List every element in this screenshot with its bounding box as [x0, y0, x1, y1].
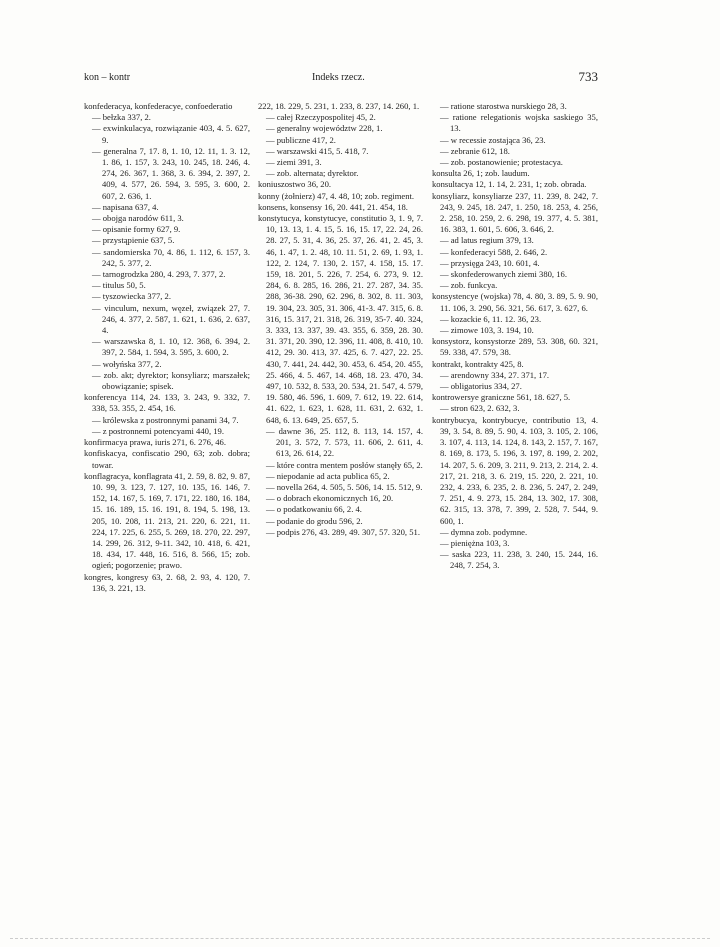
index-subentry: — opisanie formy 627, 9. — [92, 224, 181, 235]
index-subentry: — które contra mentem posłów stanęły 65, 2. — [266, 459, 423, 470]
index-subentry: — zob. akt; dyrektor; konsyliarz; marszałek; obowiązanie; spisek. — [92, 369, 250, 392]
index-subentry: — dawne 36, 25. 112, 8. 113, 14. 157, 4. 201, 3. 572, 7. 573, 11. 606, 2. 611, 4. 613, 26. 614, 22. — [266, 425, 423, 459]
index-subentry: — konfederacyi 588, 2. 646, 2. — [440, 246, 548, 257]
index-entry: konny (żołnierz) 47, 4. 48, 10; zob. regiment. — [258, 190, 415, 201]
index-entry: konsystencye (wojska) 78, 4. 80, 3. 89, 5. 9. 90, 11. 106, 3. 290, 56. 321, 56. 617, 3. 627, 6. — [432, 291, 598, 313]
index-entry: konferencya 114, 24. 133, 3. 243, 9. 332, 7. 338, 53. 355, 2. 454, 16. — [84, 392, 250, 414]
index-subentry: — bełzka 337, 2. — [92, 112, 151, 123]
index-entry: konsulta 26, 1; zob. laudum. — [432, 168, 530, 179]
index-column-1 — [84, 101, 250, 594]
index-subentry: — o podatkowaniu 66, 2. 4. — [266, 504, 362, 515]
index-column-2 — [258, 101, 423, 538]
index-subentry: — ziemi 391, 3. — [266, 157, 322, 168]
index-subentry: — sandomierska 70, 4. 86, 1. 112, 6. 157, 3. 242, 5. 377, 2. — [92, 246, 250, 268]
scan-edge-divider — [10, 938, 710, 939]
index-subentry: — pieniężna 103, 3. — [440, 537, 510, 548]
index-subentry: — podanie do grodu 596, 2. — [266, 515, 363, 526]
page-number: 733 — [578, 69, 598, 84]
index-entry: kontrakt, kontrakty 425, 8. — [432, 358, 524, 369]
index-subentry: — całej Rzeczypospolitej 45, 2. — [266, 112, 376, 123]
index-subentry: — z postronnemi potencyami 440, 19. — [92, 425, 224, 436]
index-subentry: — ratione starostwa nurskiego 28, 3. — [440, 101, 567, 111]
index-subentry: — zob. alternata; dyrektor. — [266, 168, 359, 179]
index-subentry: — stron 623, 2. 632, 3. — [440, 403, 520, 414]
index-entry: konsens, konsensy 16, 20. 441, 21. 454, 18. — [258, 201, 408, 212]
index-subentry: — w recessie zostająca 36, 23. — [440, 134, 546, 145]
index-subentry: — publiczne 417, 2. — [266, 134, 336, 145]
index-entry: konflagracya, konflagrata 41, 2. 59, 8. 82, 9. 87, 10. 99, 3. 123, 7. 127, 10. 135, 16. 146, 7. 152, 14. 167, 5. 169, 7. 171, 22. 180, 16. 184, 15. 16. 189, 15. 16. 191, 8. 194, 5. 198, 13. 205, 10. 208, 11. 213, 21. 220, 6. 221, 11. 224, 17. 225, 6. 255, 5. 269, 18. 270, 22. 297, 14. 299, 26. 312, 9-11. 342, 10. 418, 6. 421, 18. 434, 17. 448, 16. 516, 8. 566, 15; zob. ogień; pogorzenie; prawo. — [84, 470, 250, 571]
index-subentry: — podpis 276, 43. 289, 49. 307, 57. 320, 51. — [266, 526, 420, 537]
index-entry: konsystorz, konsystorze 289, 53. 308, 60. 321, 59. 338, 47. 579, 38. — [432, 336, 598, 358]
index-entry: konsyliarz, konsyliarze 237, 11. 239, 8. 242, 7. 243, 9. 245, 18. 247, 1. 250, 18. 253, 4. 256, 2. 258, 10. 259, 2. 6. 298, 19. 377, 4. 5. 381, 16. 383, 1. 601, 5. 606, 3. 646, 2. — [432, 190, 598, 235]
index-subentry: — przystąpienie 637, 5. — [92, 235, 175, 246]
index-subentry: — zimowe 103, 3. 194, 10. — [440, 325, 534, 336]
index-subentry: — tyszowiecka 377, 2. — [92, 291, 171, 302]
index-subentry: — zob. funkcya. — [440, 280, 498, 291]
index-entry: konfiskacya, confiscatio 290, 63; zob. dobra; towar. — [84, 448, 250, 470]
index-column-3 — [432, 101, 598, 572]
header-title: Indeks rzecz. — [312, 72, 365, 83]
index-subentry: — zebranie 612, 18. — [440, 145, 510, 156]
index-subentry: — wołyńska 377, 2. — [92, 358, 162, 369]
index-subentry: — kozackie 6, 11. 12. 36, 23. — [440, 313, 542, 324]
index-entry: 222, 18. 229, 5. 231, 1. 233, 8. 237, 14. 260, 1. — [258, 101, 420, 111]
index-entry: koniuszostwo 36, 20. — [258, 179, 332, 190]
index-entry: konstytucya, konstytucye, constitutio 3, 1. 9, 7. 10, 13. 13, 1. 4. 15, 5. 16, 15. 17, 22. 24, 26. 28. 27, 5. 31, 4. 36, 25. 37, 26. 41, 2. 45, 3. 46, 1. 47, 1. 2. 48, 10. 11. 51, 2. 69, 1. 93, 1. 122, 2. 124, 7. 130, 2. 157, 4. 158, 15. 17. 159, 18. 201, 5. 226, 7. 254, 6. 273, 9. 12. 284, 6. 8. 285, 16. 286, 21. 27. 287, 34. 35. 288, 36-38. 290, 62. 296, 8. 302, 8. 11. 303, 19. 304, 23. 305, 31. 306, 41-3. 47. 315, 6. 8. 316, 15. 317, 21. 318, 26. 319, 35-7. 40. 324, 3. 333, 13. 337, 39. 43. 355, 6. 359, 28. 30. 31. 371, 20. 390, 12. 396, 11. 408, 8. 410, 10. 412, 29. 30. 413, 37. 425, 6. 7. 427, 22. 25. 430, 7. 441, 24. 442, 30. 453, 6. 454, 20. 455, 25. 466, 4. 5. 467, 14. 468, 18. 23. 470, 34. 497, 10. 532, 8. 533, 20. 534, 21. 547, 4. 579, 19. 580, 46. 596, 1. 609, 7. 612, 19. 22. 614, 41. 622, 1. 623, 1. 628, 11. 631, 2. 632, 1. 648, 6. 13. 649, 25. 657, 5. — [258, 213, 423, 425]
index-subentry: — obligatorius 334, 27. — [440, 381, 522, 392]
header-range: kon – kontr — [84, 72, 131, 83]
index-subentry: — vinculum, nexum, węzeł, związek 27, 7. 246, 4. 377, 2. 587, 1. 621, 1. 636, 2. 637, 4. — [92, 302, 250, 336]
index-entry: konsultacya 12, 1. 14, 2. 231, 1; zob. obrada. — [432, 179, 587, 190]
index-subentry: — niepodanie ad acta publica 65, 2. — [266, 470, 390, 481]
index-subentry: — generalna 7, 17. 8, 1. 10, 12. 11, 1. 3. 12, 1. 86, 1. 157, 3. 243, 10. 245, 18. 246, 4. 274, 26. 367, 1. 368, 3. 6. 394, 2. 397, 2. 409, 4. 577, 26. 594, 3. 595, 3. 600, 2. 607, 2. 636, 1. — [92, 145, 250, 201]
index-subentry: — arendowny 334, 27. 371, 17. — [440, 369, 550, 380]
index-entry: konfirmacya prawa, iuris 271, 6. 276, 46. — [84, 437, 227, 448]
index-entry: kontrybucya, kontrybucye, contributio 13, 4. 39, 3. 54, 8. 89, 5. 90, 4. 103, 3. 105, 2. 106, 3. 107, 4. 113, 14. 124, 8. 143, 2. 157, 7. 167, 8. 169, 8. 173, 5. 196, 3. 197, 8. 199, 2. 202, 14. 207, 5. 6. 209, 3. 211, 9. 213, 2. 214, 2. 4. 217, 21. 218, 3. 6. 219, 15. 220, 2. 221, 10. 232, 4. 233, 6. 235, 2. 8. 236, 5. 247, 2. 249, 7. 251, 4. 9. 273, 15. 284, 13. 302, 17. 308, 62. 315, 13. 378, 7. 399, 2. 528, 7. 544, 9. 600, 1. — [432, 414, 598, 526]
index-subentry: — skonfederowanych ziemi 380, 16. — [440, 269, 567, 280]
index-subentry: — warszawska 8, 1. 10, 12. 368, 6. 394, 2. 397, 2. 584, 1. 594, 3. 595, 3. 600, 2. — [92, 336, 250, 358]
index-subentry: — saska 223, 11. 238, 3. 240, 15. 244, 16. 248, 7. 254, 3. — [440, 549, 598, 571]
index-subentry: — zob. postanowienie; protestacya. — [440, 157, 563, 168]
index-subentry: — królewska z postronnymi panami 34, 7. — [92, 414, 239, 425]
index-entry: konfederacya, konfederacye, confoederatio — [84, 101, 233, 111]
index-subentry: — przysięga 243, 10. 601, 4. — [440, 257, 540, 268]
index-subentry: — obojga narodów 611, 3. — [92, 213, 184, 224]
index-subentry: — exwinkulacya, rozwiązanie 403, 4. 5. 627, 9. — [92, 123, 250, 145]
index-subentry: — dymna zob. podymne. — [440, 526, 528, 537]
index-subentry: — novella 264, 4. 505, 5. 506, 14. 15. 512, 9. — [266, 481, 423, 492]
index-subentry: — ratione relegationis wojska saskiego 35, 13. — [440, 112, 598, 134]
page-header — [84, 69, 598, 88]
index-subentry: — ad latus regium 379, 13. — [440, 235, 534, 246]
index-entry: kongres, kongresy 63, 2. 68, 2. 93, 4. 120, 7. 136, 3. 221, 13. — [84, 571, 250, 593]
index-subentry: — warszawski 415, 5. 418, 7. — [266, 145, 369, 156]
index-subentry: — generalny województw 228, 1. — [266, 123, 383, 134]
index-subentry: — tarnogrodzka 280, 4. 293, 7. 377, 2. — [92, 269, 226, 280]
index-subentry: — napisana 637, 4. — [92, 201, 159, 212]
index-entry: kontrowersye graniczne 561, 18. 627, 5. — [432, 392, 571, 403]
index-subentry: — o dobrach ekonomicznych 16, 20. — [266, 493, 394, 504]
index-subentry: — titulus 50, 5. — [92, 280, 146, 291]
